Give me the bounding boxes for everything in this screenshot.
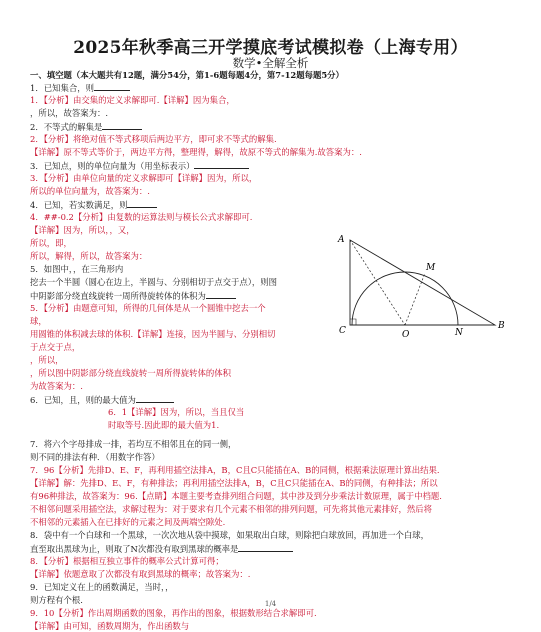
triangle-figure — [330, 230, 510, 350]
answer-line — [30, 186, 150, 197]
line-text: 所以的单位向量为，故答案为：. — [30, 186, 150, 196]
answer-line — [30, 569, 250, 580]
answer-line — [30, 621, 189, 632]
line-text: 所以，即， — [30, 238, 72, 248]
question-line — [30, 394, 174, 406]
line-text: 6．1【详解】因为，所以，当且仅当 — [108, 407, 245, 417]
answer-line — [30, 368, 231, 379]
question-line — [30, 543, 293, 555]
line-text: 2．【分析】将绝对值不等式移项后两边平方，即可求不等式的解集. — [30, 134, 277, 144]
answer-line — [30, 95, 235, 106]
label-a: A — [338, 235, 345, 245]
answer-blank — [102, 121, 142, 130]
line-text: 3．【分析】由单位向量的定义求解即可【详解】因为，所以， — [30, 173, 258, 183]
answer-line — [30, 238, 72, 249]
answer-line — [30, 381, 83, 392]
question-line — [30, 452, 160, 463]
dashed-om — [405, 273, 425, 325]
line-text: 为故答案为：. — [30, 381, 83, 391]
line-text: 2．不等式的解集是 — [30, 122, 103, 132]
line-text: 用圆锥的体积减去球的体积.【详解】连接，因为半圆与、分别相切 — [30, 329, 276, 339]
answer-line — [108, 420, 219, 431]
answer-line — [30, 478, 438, 489]
label-c: C — [339, 326, 346, 336]
line-text: 挖去一个半圆（圆心在边上，半圆与、分别相切于点交于点），则图 — [30, 277, 278, 287]
answer-line — [30, 517, 225, 528]
line-text: 3．已知点，则的单位向量为（用坐标表示） — [30, 161, 195, 171]
question-line — [30, 530, 429, 541]
line-text: 5．如图中，，在三角形内 — [30, 264, 124, 274]
line-text: 有96种排法，故答案为：96.【点睛】本题主要考查排列组合问题，其中涉及到分步乘法计数原理，属于中档题. — [30, 491, 442, 501]
page-title: 2025年秋季高三开学摸底考试模拟卷（上海专用） — [73, 38, 468, 58]
line-text: 【详解】原不等式等价于，两边平方得，整理得，解得，故原不等式的解集为.故答案为：. — [30, 147, 362, 157]
answer-line — [30, 491, 442, 502]
question-line — [30, 199, 157, 211]
answer-line — [30, 316, 47, 327]
line-text: 则方程有个根. — [30, 595, 83, 605]
label-n: N — [455, 328, 463, 338]
line-text: 7．96【分析】先排D、E、F，再利用插空法排A，B，C且C只能插在A、B的同侧，根据乘法原理计算出结果. — [30, 465, 440, 475]
question-line — [30, 290, 236, 302]
question-line — [30, 121, 142, 133]
question-line — [30, 264, 123, 275]
line-text: 【详解】依题意取了次都没有取到黑球的概率；故答案为：. — [30, 569, 251, 579]
answer-line — [30, 504, 432, 515]
triangle-abc — [350, 240, 495, 325]
line-text: 不相邻的元素插入在已排好的元素之间及两端空隙处. — [30, 517, 226, 527]
line-text: 8．袋中有一个白球和一个黑球，一次次地从袋中摸球，如果取出白球，则除把白球放回，再加进一个白球， — [30, 530, 429, 540]
line-text: 中阴影部分绕直线旋转一周所得旋转体的体积为 — [30, 291, 206, 301]
answer-line — [30, 465, 440, 476]
answer-blank — [127, 199, 157, 208]
line-text: 7．将六个字母排成一排，若均互不相邻且在的同一侧， — [30, 439, 237, 449]
label-m: M — [426, 263, 436, 273]
line-text: 4．已知，若实数满足，则 — [30, 200, 128, 210]
line-text: 直至取出黑球为止，则取了N次都没有取到黑球的概率是 — [30, 544, 239, 554]
line-text: 6．已知，且，则的最大值为 — [30, 395, 136, 405]
answer-line — [30, 556, 224, 567]
page-number: 1/4 — [264, 600, 277, 608]
question-line — [30, 582, 174, 593]
answer-line — [30, 251, 147, 262]
question-line — [30, 277, 277, 288]
label-o: O — [402, 330, 410, 340]
label-b: B — [498, 321, 505, 331]
answer-line — [30, 225, 135, 236]
answer-blank — [136, 394, 174, 403]
line-text: 8．【分析】根据相互独立事件的概率公式计算可得； — [30, 556, 224, 566]
line-text: 1．已知集合，则 — [30, 83, 94, 93]
line-text: 4．##-0.2【分析】由复数的运算法则与模长公式求解即可. — [30, 212, 253, 222]
answer-blank — [206, 290, 236, 299]
line-text: 【详解】因为，所以，，又， — [30, 225, 135, 235]
line-text: 9．10【分析】作出周期函数的图象，再作出的图象，根据数形结合求解即可. — [30, 608, 317, 618]
line-text: 不相邻问题采用插空法，求解过程为：对于要求有几个元素不相邻的排列问题，可先将其他元素排好，然后将 — [30, 504, 432, 514]
answer-line — [30, 355, 64, 366]
page-subtitle: 数学•全解全析 — [232, 56, 309, 70]
answer-line — [30, 147, 362, 158]
question-line — [30, 82, 130, 94]
line-text: 球， — [30, 316, 47, 326]
answer-line — [108, 407, 244, 418]
line-text: ，所以，故答案为：. — [30, 108, 109, 118]
line-text: ，所以， — [30, 355, 64, 365]
answer-line — [30, 134, 277, 145]
answer-line — [30, 212, 252, 223]
answer-line — [30, 303, 266, 314]
line-text: 时取等号.因此即的最大值为1. — [108, 420, 220, 430]
line-text: 【详解】由可知，函数周期为，作出函数与 — [30, 621, 190, 631]
line-text: 9．已知定义在上的函数满足，当时，， — [30, 582, 174, 592]
answer-blank — [94, 82, 130, 91]
question-line — [30, 160, 249, 172]
line-text: 则不同的排法有种．（用数字作答） — [30, 452, 160, 462]
answer-line — [30, 342, 80, 353]
line-text: 【详解】解：先排D、E、F，有种排法；再利用插空法排A，B，C且C只能插在A、B的同侧，有种排法；所以 — [30, 478, 438, 488]
answer-line — [30, 329, 276, 340]
answer-line — [30, 608, 317, 619]
answer-line — [30, 173, 257, 184]
line-text: 1．【分析】由交集的定义求解即可.【详解】因为集合， — [30, 95, 235, 105]
question-line — [30, 108, 108, 119]
dashed-ao — [350, 240, 405, 325]
answer-blank — [238, 543, 293, 552]
semicircle — [352, 272, 458, 325]
line-text: 于点交于点， — [30, 342, 81, 352]
line-text: ，所以图中阴影部分绕直线旋转一周所得旋转体的体积 — [30, 368, 231, 378]
question-line — [30, 439, 236, 450]
right-angle-mark — [350, 319, 356, 325]
section-heading: 一、填空题（本大题共有12题，满分54分，第1-6题每题4分，第7-12题每题5分） — [30, 70, 344, 80]
answer-blank — [194, 160, 249, 169]
line-text: 5．【分析】由题意可知，所得的几何体是从一个圆锥中挖去一个 — [30, 303, 266, 313]
line-text: 所以，解得，所以，故答案为： — [30, 251, 148, 261]
